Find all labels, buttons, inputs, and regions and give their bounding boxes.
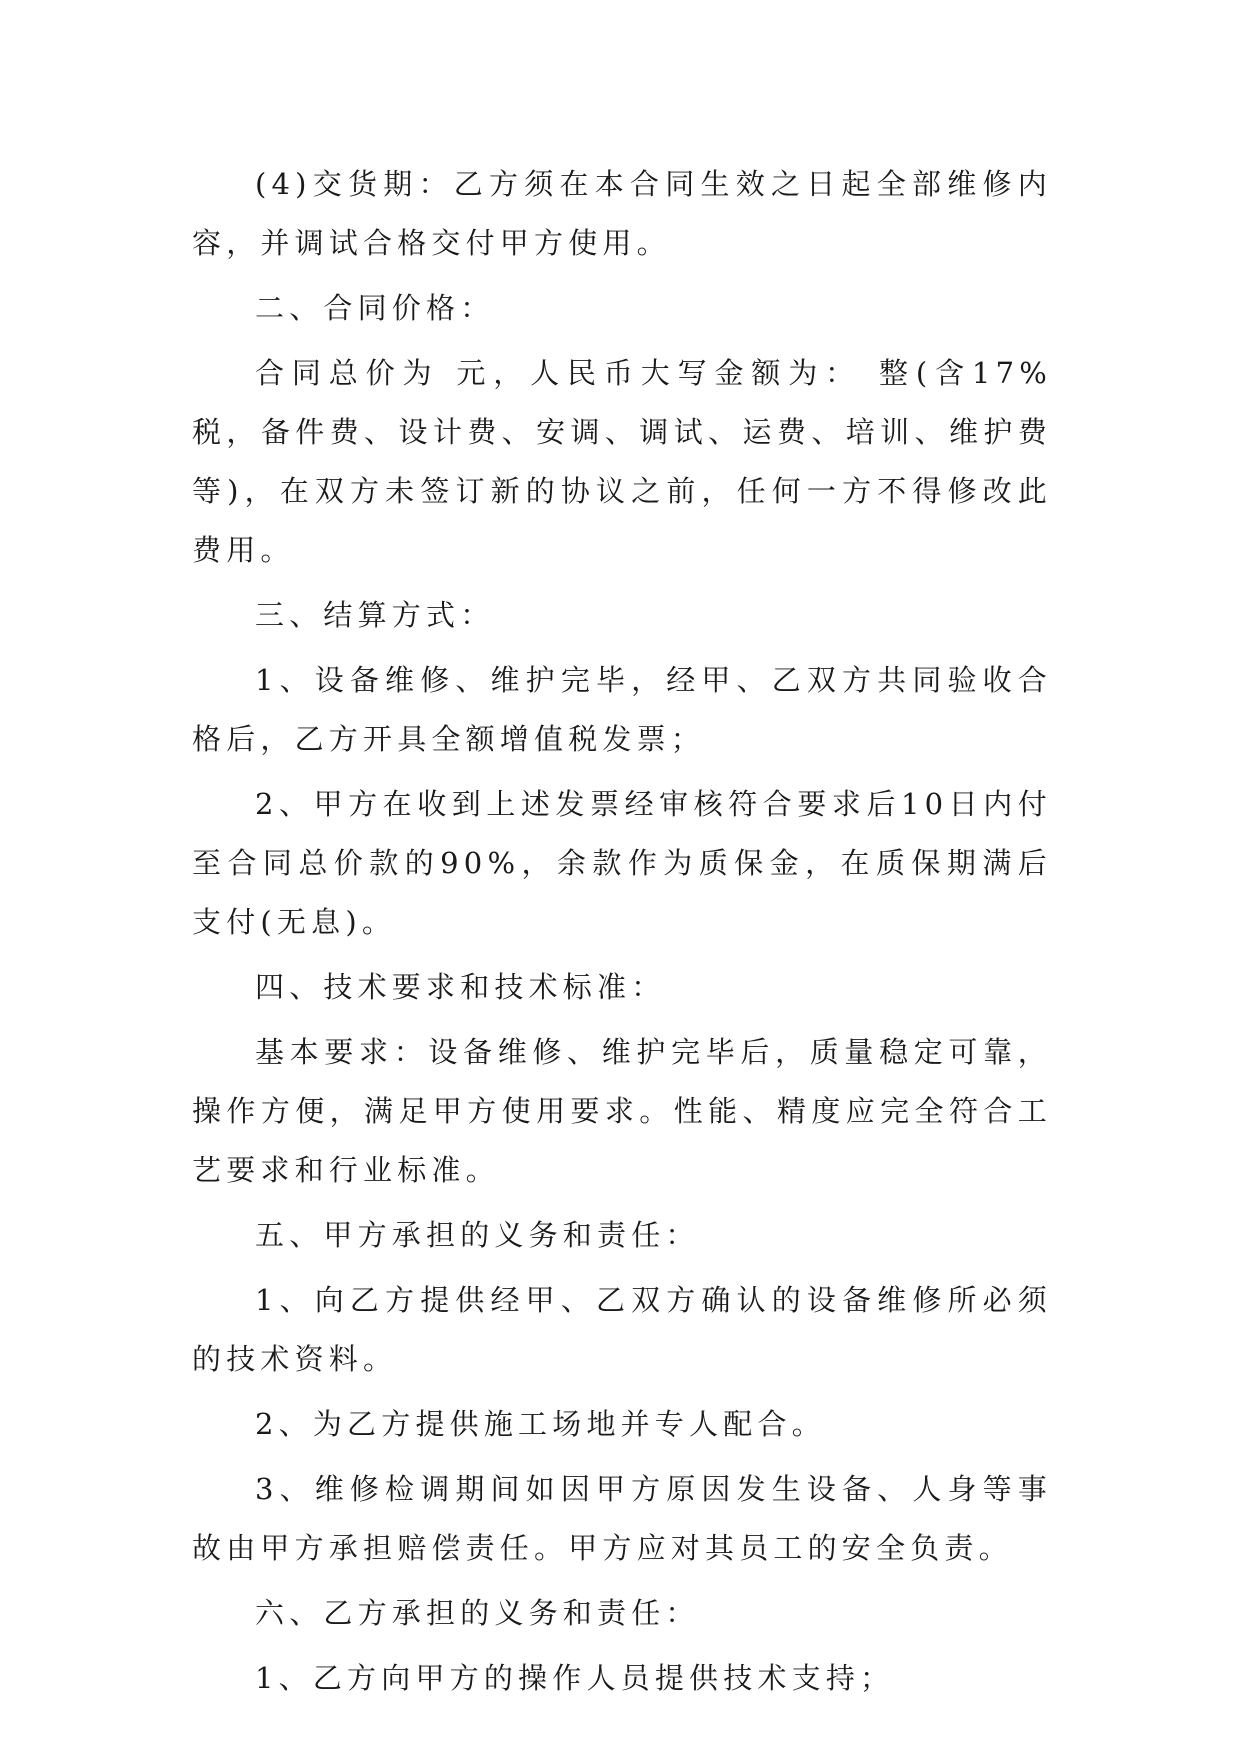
section-heading-party-b-obligations: 六、乙方承担的义务和责任： [255,1596,700,1630]
document-body [192,155,1052,1714]
section-heading-settlement: 三、结算方式： [255,598,495,632]
paragraph-settlement-2: 2、甲方在收到上述发票经审核符合要求后10日内付至合同总价款的90%，余款作为质保金，在质保期满后支付(无息)。 [192,787,1052,939]
paragraph-contract-price: 合同总价为 元，人民币大写金额为： 整(含17%税，备件费、设计费、安调、调试、运费、培训、维护费等)，在双方未签订新的协议之前，任何一方不得修改此费用。 [192,356,1052,567]
paragraph-settlement-1: 1、设备维修、维护完毕，经甲、乙双方共同验收合格后，乙方开具全额增值税发票； [192,663,1052,756]
section-heading-contract-price: 二、合同价格： [255,291,495,325]
paragraph-party-a-duty-2: 2、为乙方提供施工场地并专人配合。 [255,1407,826,1441]
section-heading-technical-requirements: 四、技术要求和技术标准： [255,970,666,1004]
paragraph-basic-requirements: 基本要求：设备维修、维护完毕后，质量稳定可靠，操作方便，满足甲方使用要求。性能、精度应完全符合工艺要求和行业标准。 [192,1035,1052,1187]
paragraph-delivery-period: (4)交货期：乙方须在本合同生效之日起全部维修内容，并调试合格交付甲方使用。 [192,167,1052,260]
paragraph-party-a-duty-1: 1、向乙方提供经甲、乙双方确认的设备维修所必须的技术资料。 [192,1283,1052,1376]
section-heading-party-a-obligations: 五、甲方承担的义务和责任： [255,1218,700,1252]
paragraph-party-a-duty-3: 3、维修检调期间如因甲方原因发生设备、人身等事故由甲方承担赔偿责任。甲方应对其员工的安全负责。 [192,1472,1052,1565]
paragraph-party-b-duty-1: 1、乙方向甲方的操作人员提供技术支持； [255,1661,895,1695]
